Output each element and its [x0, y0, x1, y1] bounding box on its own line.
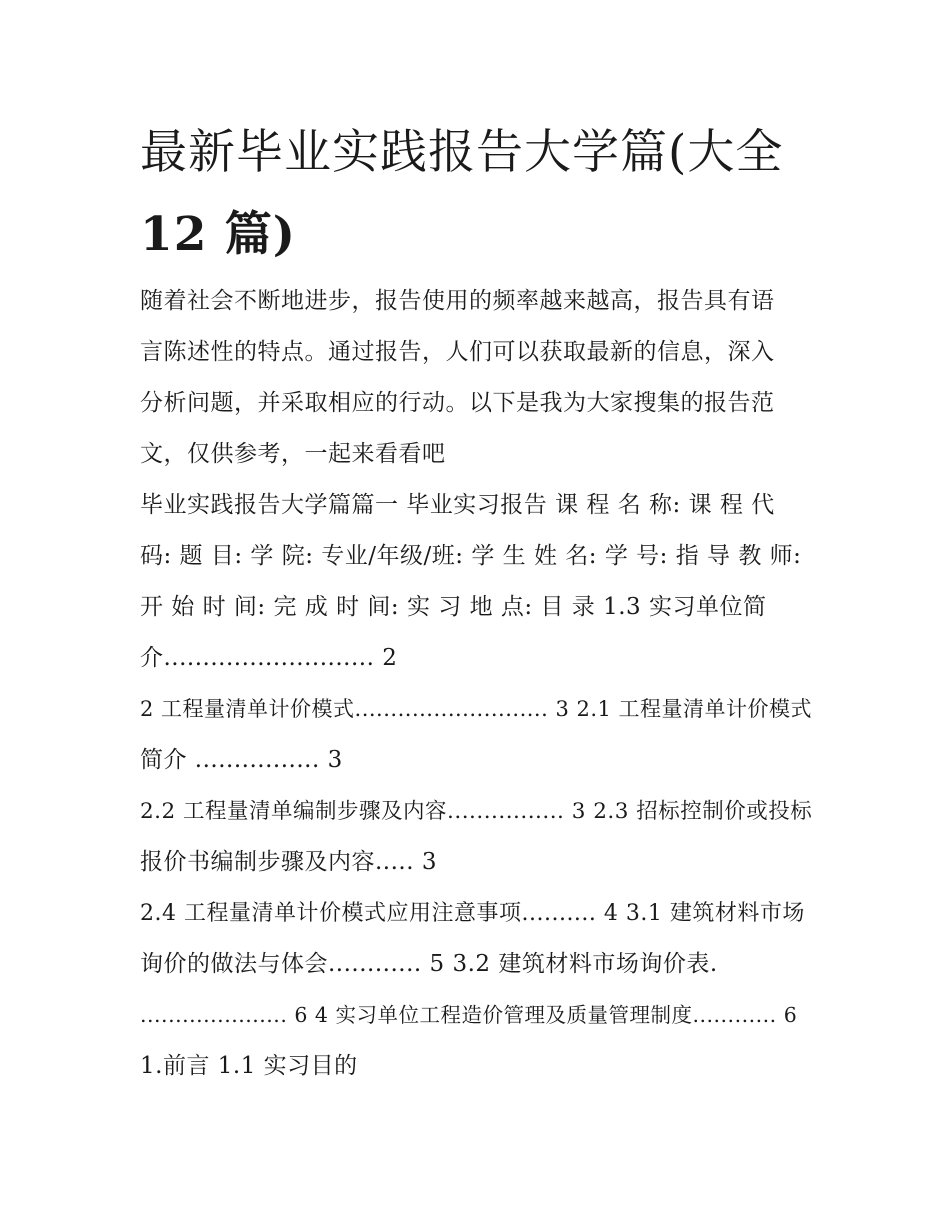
content-line: 码: 题 目: 学 院: 专业/年级/班: 学 生 姓 名: 学 号: 指 导 教 师:	[140, 543, 802, 569]
intro-line: 随着社会不断地进步，报告使用的频率越来越高，报告具有语	[140, 288, 775, 314]
content-line: 毕业实践报告大学篇篇一 毕业实习报告 课 程 名 称: 课 程 代	[140, 492, 775, 518]
intro-line: 言陈述性的特点。通过报告，人们可以获取最新的信息，深入	[140, 339, 775, 365]
content-line: 开 始 时 间: 完 成 时 间: 实 习 地 点: 目 录 1.3 实习单位简	[140, 594, 767, 620]
content-line: 简介 ................ 3	[140, 747, 343, 773]
intro-line: 分析问题，并采取相应的行动。以下是我为大家搜集的报告范	[140, 390, 775, 416]
intro-line: 文，仅供参考，一起来看看吧	[140, 441, 446, 467]
content-line: ..................... 6 4 实习单位工程造价管理及质量管理制度............ 6	[140, 1003, 798, 1027]
title-line-1: 最新毕业实践报告大学篇(大全	[140, 125, 784, 180]
content-line: 1.前言 1.1 实习目的	[140, 1053, 358, 1079]
document-body	[140, 276, 812, 1092]
content-line: 报价书编制步骤及内容..... 3	[140, 849, 437, 875]
content-line: 2.4 工程量清单计价模式应用注意事项.......... 4 3.1 建筑材料市场	[140, 901, 805, 926]
title-line-2: 12 篇)	[140, 207, 297, 262]
intro-paragraph	[140, 276, 812, 480]
content-line: 2.2 工程量清单编制步骤及内容................ 3 2.3 招标控制价或投标	[140, 799, 813, 824]
report-content	[140, 480, 812, 1092]
content-line: 介........................... 2	[140, 645, 398, 671]
document-title	[140, 112, 820, 276]
content-line: 询价的做法与体会............ 5 3.2 建筑材料市场询价表.	[140, 951, 718, 977]
content-line: 2 工程量清单计价模式........................... 3 2.1 工程量清单计价模式	[140, 697, 813, 721]
